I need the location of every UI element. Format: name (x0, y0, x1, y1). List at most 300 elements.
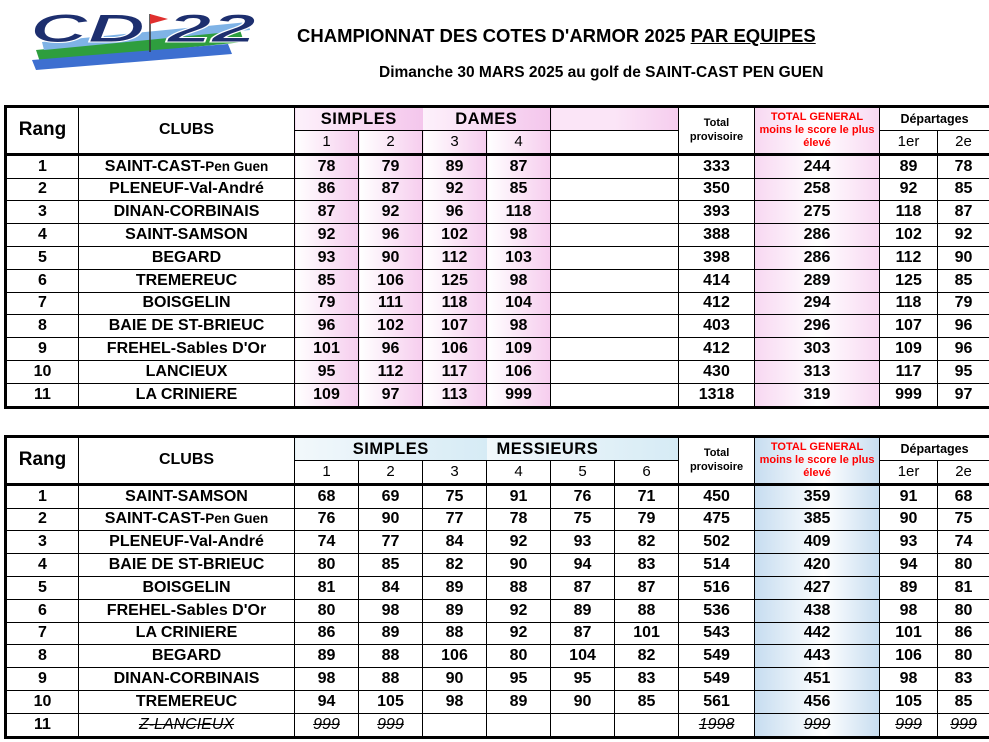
departage-1er-cell: 118 (880, 201, 938, 224)
score-cell: 90 (423, 668, 487, 691)
score-cell: 89 (551, 599, 615, 622)
departage-1er-cell: 109 (880, 338, 938, 361)
departage-1er-cell: 92 (880, 178, 938, 201)
departage-2e-cell: 999 (938, 713, 989, 737)
score-cell: 118 (487, 201, 551, 224)
departage-1er-cell: 93 (880, 531, 938, 554)
total-provisoire-cell: 543 (679, 622, 755, 645)
club-name: DINAN-CORBINAIS (79, 668, 295, 691)
rang-cell: 4 (6, 224, 79, 247)
total-provisoire-cell: 430 (679, 360, 755, 383)
score-cell: 98 (487, 315, 551, 338)
score-cell: 95 (295, 360, 359, 383)
score-cell: 81 (295, 576, 359, 599)
score-cell: 88 (423, 622, 487, 645)
table-row (6, 690, 989, 713)
total-general-cell: 319 (755, 383, 880, 407)
departage-1er-cell: 106 (880, 645, 938, 668)
score-cell: 112 (359, 360, 423, 383)
blank-cell (551, 383, 679, 407)
dep-2e-header: 2e (938, 460, 989, 484)
club-name: BEGARD (79, 246, 295, 269)
blank-cell (551, 201, 679, 224)
table-row (6, 154, 989, 178)
header-blank (551, 107, 679, 131)
club-name: FREHEL-Sables D'Or (79, 338, 295, 361)
score-cell: 104 (551, 645, 615, 668)
clubs-header: CLUBS (79, 107, 295, 155)
departage-1er-cell: 112 (880, 246, 938, 269)
score-cell: 78 (487, 508, 551, 531)
total-provisoire-cell: 350 (679, 178, 755, 201)
departage-1er-cell: 117 (880, 360, 938, 383)
departage-1er-cell: 118 (880, 292, 938, 315)
table-row (6, 246, 989, 269)
rang-cell: 1 (6, 154, 79, 178)
blank-cell (551, 224, 679, 247)
total-general-cell: 451 (755, 668, 880, 691)
table-row (6, 668, 989, 691)
departage-1er-cell: 999 (880, 713, 938, 737)
rang-cell: 6 (6, 269, 79, 292)
blank-cell (551, 360, 679, 383)
score-cell: 68 (295, 484, 359, 508)
departage-2e-cell: 86 (938, 622, 989, 645)
score-cell: 117 (423, 360, 487, 383)
club-name: PLENEUF-Val-André (79, 178, 295, 201)
score-cell: 999 (295, 713, 359, 737)
score-cell: 84 (423, 531, 487, 554)
col-header-3: 3 (423, 460, 487, 484)
total-provisoire-cell: 475 (679, 508, 755, 531)
departage-1er-cell: 102 (880, 224, 938, 247)
blank-cell (551, 315, 679, 338)
total-general-cell: 275 (755, 201, 880, 224)
table-row (6, 338, 989, 361)
club-name: FREHEL-Sables D'Or (79, 599, 295, 622)
score-cell (423, 713, 487, 737)
score-cell: 92 (487, 622, 551, 645)
departage-1er-cell: 91 (880, 484, 938, 508)
col-header-4: 4 (487, 460, 551, 484)
score-cell: 90 (359, 508, 423, 531)
total-provisoire-cell: 1318 (679, 383, 755, 407)
departage-2e-cell: 81 (938, 576, 989, 599)
total-general-cell: 286 (755, 246, 880, 269)
score-cell: 76 (551, 484, 615, 508)
departages-header: Départages (880, 107, 989, 131)
table-row (6, 484, 989, 508)
page-title-underlined: PAR EQUIPES (690, 25, 816, 46)
clubs-header: CLUBS (79, 437, 295, 485)
score-cell: 90 (551, 690, 615, 713)
total-provisoire-cell: 393 (679, 201, 755, 224)
departage-2e-cell: 92 (938, 224, 989, 247)
club-name: SAINT-SAMSON (79, 224, 295, 247)
total-general-cell: 359 (755, 484, 880, 508)
total-general-header: TOTAL GENERAL moins le score le plus élevé (755, 437, 880, 485)
score-cell: 77 (423, 508, 487, 531)
total-general-cell: 442 (755, 622, 880, 645)
score-cell: 106 (359, 269, 423, 292)
score-cell: 85 (295, 269, 359, 292)
score-cell: 79 (615, 508, 679, 531)
score-cell: 98 (423, 690, 487, 713)
rang-cell: 2 (6, 508, 79, 531)
score-cell: 91 (487, 484, 551, 508)
club-name: SAINT-CAST-Pen Guen (79, 508, 295, 531)
score-cell: 87 (551, 622, 615, 645)
table-row (6, 269, 989, 292)
departage-2e-cell: 96 (938, 315, 989, 338)
departages-header: Départages (880, 437, 989, 461)
club-name: LA CRINIERE (79, 622, 295, 645)
score-cell: 76 (295, 508, 359, 531)
rang-header: Rang (6, 107, 79, 155)
departage-1er-cell: 98 (880, 668, 938, 691)
score-cell: 93 (551, 531, 615, 554)
club-name: DINAN-CORBINAIS (79, 201, 295, 224)
total-general-cell: 999 (755, 713, 880, 737)
blank-cell (551, 338, 679, 361)
score-cell: 88 (359, 645, 423, 668)
col-header-5: 5 (551, 460, 615, 484)
total-general-cell: 303 (755, 338, 880, 361)
total-header: Total provisoire (679, 107, 755, 155)
score-cell: 98 (295, 668, 359, 691)
col-header-1: 1 (295, 130, 359, 154)
score-cell: 102 (359, 315, 423, 338)
departage-2e-cell: 85 (938, 178, 989, 201)
dames-results-table (4, 105, 989, 409)
club-name: TREMEREUC (79, 269, 295, 292)
score-cell: 71 (615, 484, 679, 508)
rang-cell: 10 (6, 690, 79, 713)
score-cell: 85 (487, 178, 551, 201)
score-cell: 82 (423, 554, 487, 577)
club-name: TREMEREUC (79, 690, 295, 713)
score-cell: 92 (487, 531, 551, 554)
rang-cell: 6 (6, 599, 79, 622)
score-cell: 109 (487, 338, 551, 361)
club-name: BAIE DE ST-BRIEUC (79, 554, 295, 577)
total-general-cell: 296 (755, 315, 880, 338)
score-cell: 87 (295, 201, 359, 224)
score-cell: 79 (295, 292, 359, 315)
departage-2e-cell: 80 (938, 554, 989, 577)
rang-cell: 10 (6, 360, 79, 383)
club-name: LA CRINIERE (79, 383, 295, 407)
rang-cell: 7 (6, 292, 79, 315)
score-cell: 74 (295, 531, 359, 554)
total-provisoire-cell: 516 (679, 576, 755, 599)
col-header-6: 6 (615, 460, 679, 484)
rang-cell: 3 (6, 531, 79, 554)
departage-2e-cell: 80 (938, 645, 989, 668)
table-row (6, 201, 989, 224)
total-general-cell: 443 (755, 645, 880, 668)
score-cell: 94 (295, 690, 359, 713)
score-cell: 105 (359, 690, 423, 713)
page-subtitle: Dimanche 30 MARS 2025 au golf de SAINT-CAST PEN GUEN (379, 64, 824, 81)
club-name: LANCIEUX (79, 360, 295, 383)
rang-cell: 7 (6, 622, 79, 645)
score-cell: 87 (615, 576, 679, 599)
score-cell: 118 (423, 292, 487, 315)
score-cell: 80 (295, 554, 359, 577)
total-general-cell: 294 (755, 292, 880, 315)
total-general-cell: 420 (755, 554, 880, 577)
score-cell: 999 (359, 713, 423, 737)
table-row (6, 508, 989, 531)
total-general-cell: 244 (755, 154, 880, 178)
score-cell: 85 (359, 554, 423, 577)
score-cell: 86 (295, 178, 359, 201)
score-cell: 106 (423, 645, 487, 668)
score-cell: 103 (487, 246, 551, 269)
club-name: SAINT-CAST-Pen Guen (79, 154, 295, 178)
col-header-2: 2 (359, 460, 423, 484)
table-row (6, 576, 989, 599)
total-general-cell: 258 (755, 178, 880, 201)
score-cell (551, 713, 615, 737)
score-cell: 96 (359, 224, 423, 247)
cd22-logo (28, 8, 260, 70)
blank-cell (551, 292, 679, 315)
club-name: PLENEUF-Val-André (79, 531, 295, 554)
col-header-4: 4 (487, 130, 551, 154)
departage-2e-cell: 85 (938, 690, 989, 713)
departage-2e-cell: 80 (938, 599, 989, 622)
score-cell: 96 (295, 315, 359, 338)
score-cell: 97 (359, 383, 423, 407)
score-cell: 77 (359, 531, 423, 554)
total-general-cell: 456 (755, 690, 880, 713)
score-cell: 106 (487, 360, 551, 383)
score-cell: 89 (295, 645, 359, 668)
total-provisoire-cell: 549 (679, 668, 755, 691)
total-provisoire-cell: 388 (679, 224, 755, 247)
score-cell: 113 (423, 383, 487, 407)
rang-cell: 11 (6, 383, 79, 407)
departage-2e-cell: 78 (938, 154, 989, 178)
total-general-cell: 289 (755, 269, 880, 292)
score-cell: 90 (359, 246, 423, 269)
score-cell: 102 (423, 224, 487, 247)
score-cell: 90 (487, 554, 551, 577)
table-row (6, 360, 989, 383)
messieurs-results-table (4, 435, 989, 739)
score-cell: 98 (487, 269, 551, 292)
total-general-header: TOTAL GENERAL moins le score le plus élevé (755, 107, 880, 155)
total-provisoire-cell: 403 (679, 315, 755, 338)
departage-2e-cell: 75 (938, 508, 989, 531)
score-cell: 89 (487, 690, 551, 713)
rang-cell: 4 (6, 554, 79, 577)
col-header-2: 2 (359, 130, 423, 154)
score-cell: 101 (615, 622, 679, 645)
dep-2e-header: 2e (938, 130, 989, 154)
departage-2e-cell: 96 (938, 338, 989, 361)
departage-2e-cell: 79 (938, 292, 989, 315)
total-header: Total provisoire (679, 437, 755, 485)
departage-1er-cell: 101 (880, 622, 938, 645)
col-header-blank (551, 130, 679, 154)
score-cell: 112 (423, 246, 487, 269)
score-cell: 87 (551, 576, 615, 599)
score-cell: 89 (423, 154, 487, 178)
score-cell (615, 713, 679, 737)
total-provisoire-cell: 412 (679, 292, 755, 315)
total-general-cell: 286 (755, 224, 880, 247)
club-name: BAIE DE ST-BRIEUC (79, 315, 295, 338)
score-cell: 104 (487, 292, 551, 315)
score-cell: 88 (487, 576, 551, 599)
score-cell: 95 (487, 668, 551, 691)
departage-1er-cell: 89 (880, 576, 938, 599)
rang-cell: 11 (6, 713, 79, 737)
table-row (6, 713, 989, 737)
score-cell: 75 (551, 508, 615, 531)
rang-cell: 9 (6, 338, 79, 361)
club-name: Z-LANCIEUX (79, 713, 295, 737)
table-row (6, 554, 989, 577)
table-row (6, 383, 989, 407)
table-row (6, 531, 989, 554)
rang-cell: 9 (6, 668, 79, 691)
total-provisoire-cell: 333 (679, 154, 755, 178)
category-header: MESSIEURS (487, 437, 679, 461)
total-provisoire-cell: 414 (679, 269, 755, 292)
score-cell: 79 (359, 154, 423, 178)
score-cell (487, 713, 551, 737)
table-row (6, 622, 989, 645)
score-cell: 98 (487, 224, 551, 247)
score-cell: 109 (295, 383, 359, 407)
total-provisoire-cell: 450 (679, 484, 755, 508)
departage-2e-cell: 97 (938, 383, 989, 407)
score-cell: 75 (423, 484, 487, 508)
total-provisoire-cell: 398 (679, 246, 755, 269)
score-cell: 83 (615, 554, 679, 577)
club-name: SAINT-SAMSON (79, 484, 295, 508)
total-general-cell: 385 (755, 508, 880, 531)
score-cell: 83 (615, 668, 679, 691)
score-cell: 87 (359, 178, 423, 201)
score-cell: 89 (359, 622, 423, 645)
score-cell: 92 (487, 599, 551, 622)
score-cell: 93 (295, 246, 359, 269)
score-cell: 88 (615, 599, 679, 622)
total-provisoire-cell: 536 (679, 599, 755, 622)
logo-text: CD 22 (30, 8, 256, 51)
score-cell: 88 (359, 668, 423, 691)
club-name: BEGARD (79, 645, 295, 668)
departage-1er-cell: 125 (880, 269, 938, 292)
club-name: BOISGELIN (79, 576, 295, 599)
table-row (6, 645, 989, 668)
score-cell: 95 (551, 668, 615, 691)
rang-cell: 3 (6, 201, 79, 224)
departage-2e-cell: 83 (938, 668, 989, 691)
score-cell: 80 (487, 645, 551, 668)
score-cell: 92 (423, 178, 487, 201)
score-cell: 111 (359, 292, 423, 315)
score-cell: 80 (295, 599, 359, 622)
rang-cell: 2 (6, 178, 79, 201)
score-cell: 78 (295, 154, 359, 178)
score-cell: 85 (615, 690, 679, 713)
departage-1er-cell: 105 (880, 690, 938, 713)
departage-2e-cell: 95 (938, 360, 989, 383)
blank-cell (551, 269, 679, 292)
col-header-3: 3 (423, 130, 487, 154)
rang-cell: 8 (6, 645, 79, 668)
score-cell: 999 (487, 383, 551, 407)
table-row (6, 178, 989, 201)
score-cell: 125 (423, 269, 487, 292)
simples-header: SIMPLES (295, 437, 487, 461)
departage-1er-cell: 94 (880, 554, 938, 577)
blank-cell (551, 246, 679, 269)
total-provisoire-cell: 412 (679, 338, 755, 361)
total-general-cell: 409 (755, 531, 880, 554)
total-general-cell: 438 (755, 599, 880, 622)
total-general-cell: 313 (755, 360, 880, 383)
rang-header: Rang (6, 437, 79, 485)
total-general-cell: 427 (755, 576, 880, 599)
simples-header: SIMPLES (295, 107, 423, 131)
score-cell: 87 (487, 154, 551, 178)
departage-1er-cell: 90 (880, 508, 938, 531)
rang-cell: 5 (6, 246, 79, 269)
club-name: BOISGELIN (79, 292, 295, 315)
score-cell: 82 (615, 531, 679, 554)
score-cell: 106 (423, 338, 487, 361)
score-cell: 89 (423, 599, 487, 622)
departage-1er-cell: 98 (880, 599, 938, 622)
departage-2e-cell: 90 (938, 246, 989, 269)
total-provisoire-cell: 502 (679, 531, 755, 554)
score-cell: 84 (359, 576, 423, 599)
rang-cell: 8 (6, 315, 79, 338)
departage-1er-cell: 107 (880, 315, 938, 338)
page-title: CHAMPIONNAT DES COTES D'ARMOR 2025 PAR EQUIPES (297, 25, 816, 46)
departage-2e-cell: 85 (938, 269, 989, 292)
score-cell: 107 (423, 315, 487, 338)
total-provisoire-cell: 561 (679, 690, 755, 713)
departage-1er-cell: 89 (880, 154, 938, 178)
score-cell: 101 (295, 338, 359, 361)
score-cell: 96 (423, 201, 487, 224)
score-cell: 82 (615, 645, 679, 668)
score-cell: 94 (551, 554, 615, 577)
departage-2e-cell: 74 (938, 531, 989, 554)
total-provisoire-cell: 514 (679, 554, 755, 577)
score-cell: 98 (359, 599, 423, 622)
dep-1er-header: 1er (880, 130, 938, 154)
score-cell: 69 (359, 484, 423, 508)
rang-cell: 1 (6, 484, 79, 508)
dep-1er-header: 1er (880, 460, 938, 484)
score-cell: 86 (295, 622, 359, 645)
departage-1er-cell: 999 (880, 383, 938, 407)
blank-cell (551, 154, 679, 178)
score-cell: 96 (359, 338, 423, 361)
total-provisoire-cell: 549 (679, 645, 755, 668)
score-cell: 92 (359, 201, 423, 224)
blank-cell (551, 178, 679, 201)
